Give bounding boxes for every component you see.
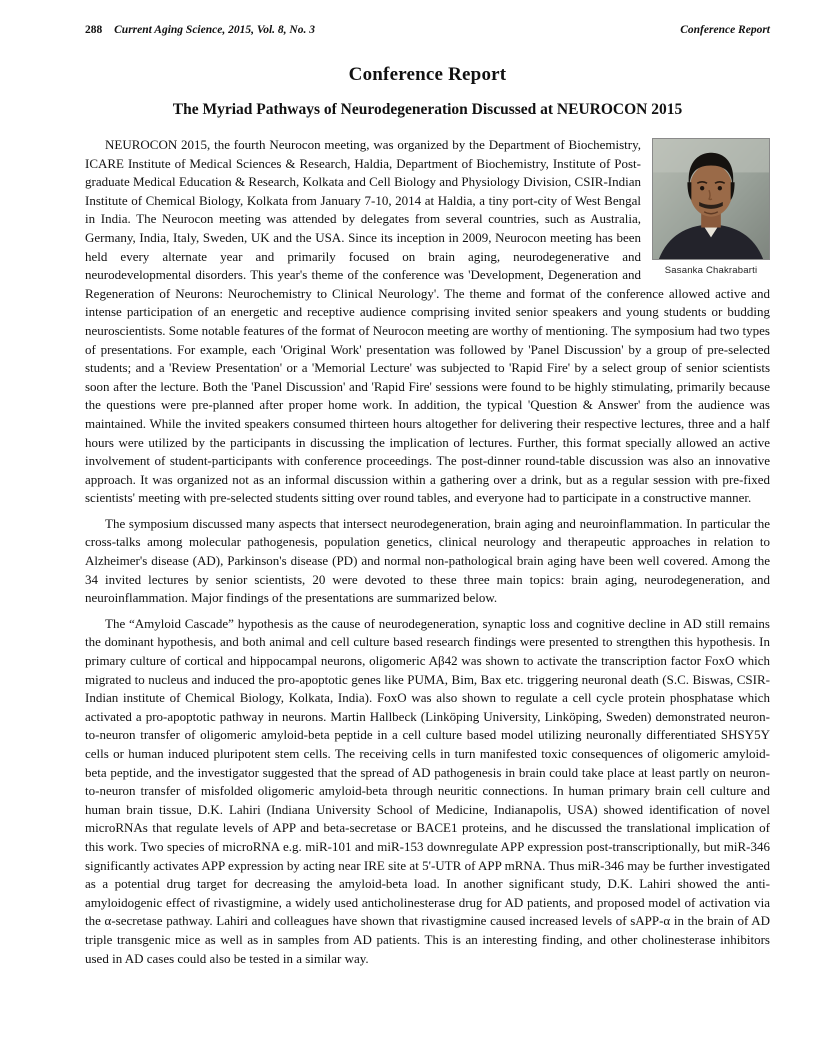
article-type-label: Conference Report [680,24,770,36]
paragraph-amyloid-cascade: The “Amyloid Cascade” hypothesis as the cause of neurodegeneration, synaptic loss and cognitive decline in AD still remains the dominant hypothesis, and both animal and cell culture based research findings were presented to strengthen this hypothesis. In primary culture of cortical and hippocampal neurons, oligomeric Aβ42 was shown to activate the transcription factor FoxO which migrated to nucleus and induced the pro-apoptotic genes like PUMA, Bim, Bax etc. triggering neuronal death (S.C. Biswas, CSIR-Indian institute of Chemical Biology, Kolkata, India). FoxO was also shown to regulate a cell cycle protein phosphatase which activated a pro-apoptotic pathway in neurons. Martin Hallbeck (Linköping University, Linköping, Sweden) demonstrated neuron-to-neuron transfer of oligomeric amyloid-beta peptide in a cell culture based model utilizing neuronally differentiated SHSY5Y cells or human induced pluripotent stem cells. The receiving cells in turn manifested toxic consequences of oligomeric amyloid-beta peptide, and the investigator suggested that the spread of AD pathogenesis in brain could take place at least partly on neuron-to-neuron transfer of misfolded oligomeric amyloid-beta through neuritic connections. In human primary brain cell culture and human brain tissue, D.K. Lahiri (Indiana University School of Medicine, Indianapolis, USA) showed identification of novel microRNAs that regulate levels of APP and beta-secretase or BACE1 proteins, and he discussed the translational implication of this work. Two species of microRNA e.g. miR-101 and miR-153 downregulate APP expression post-transcriptionally, but miR-346 significantly activates APP expression by acting near IRE site at 5'-UTR of APP mRNA. Thus miR-346 may be further investigated as a potential drug target for decreasing the amyloid-beta load. In another significant study, D.K. Lahiri showed the anti-amyloidogenic effect of rivastigmine, a widely used anticholinesterase drug for AD patients, and proposed model of activation via the α-secretase pathway. Lahiri and colleagues have shown that rivastigmine caused increased levels of sAPP-α in the brain of AD triple transgenic mice as well as in samples from AD patients. This is an interesting finding, and other cholinesterase inhibitors used in AD cases could also be tested in a similar way. [85,615,770,966]
journal-title: Current Aging Science, 2015, Vol. 8, No. 3 [114,24,315,36]
author-photo [652,138,770,260]
article-body [85,136,770,968]
journal-info [85,24,315,36]
section-title: Conference Report [348,64,507,85]
paragraph-symposium-overview: The symposium discussed many aspects that intersect neurodegeneration, brain aging and neuroinflammation. In particular the cross-talks among molecular pathogenesis, population genetics, clinical neurology and therapeutic approaches in relation to Alzheimer's disease (AD), Parkinson's disease (PD) and normal non-pathological brain aging have been well covered. Among the 34 invited lectures by senior scientists, 20 were devoted to these three main topics: brain aging, neurodegeneration, and neuroinflammation. Major findings of the presentations are summarized below. [85,515,770,606]
paragraph-intro: NEUROCON 2015, the fourth Neurocon meeting, was organized by the Department of Biochemistry, ICARE Institute of Medical Sciences & Research, Haldia, Department of Biochemistry, Institute of Post-graduate Medical Education & Research, Kolkata and Cell Biology and Physiology Division, CSIR-Indian Institute of Chemical Biology, Kolkata from January 7-10, 2014 at Haldia, a tiny port-city of West Bengal in India. The Neurocon meeting was attended by delegates from several countries, such as Australia, Germany, India, Italy, Sweden, UK and the USA. Since its inception in 2009, Neurocon meeting has been held every alternate year and primarily focused on brain aging, neurodegenerative and neurodevelopmental disorders. This year's theme of the conference was 'Development, Degeneration and Regeneration of Neurons: Neurochemistry to Clinical Neurology'. The theme and format of the conference allowed active and intense participation of an energetic and receptive audience comprising invited senior speakers and young students or budding neuroscientists. Some notable features of the format of Neurocon meeting are worthy of mentioning. The symposium had two types of presentations. For example, each 'Original Work' presentation was followed by 'Panel Discussion' by a group of pre-selected students; and a 'Review Presentation' or a 'Memorial Lecture' was subjected to 'Rapid Fire' by a select group of senior scientists soon after the lecture. Both the 'Panel Discussion' and 'Rapid Fire' sessions were found to be highly stimulating, primarily because the questions were pre-planned after proper home work. In addition, the typical 'Question & Answer' from the audience was maintained. While the invited speakers consumed thirteen hours altogether for delivering their respective lectures, three and a half hours were utilized by the participants in discussing the implication of lectures. Further, this format specially allowed an active involvement of student-participants with conference proceedings. The post-dinner round-table discussion was also an innovative approach. It was organized not as an informal discussion within a gathering over a drink, but as a regular session with pre-fixed scientists' meeting with pre-selected students sitting over round tables, and everyone had to participate in a constructive manner. [85,137,770,506]
article-title: The Myriad Pathways of Neurodegeneration Discussed at NEUROCON 2015 [172,101,683,118]
photo-caption: Sasanka Chakrabarti [664,265,758,276]
author-photo-figure [652,138,770,281]
running-head [85,24,770,36]
portrait-illustration [653,139,769,259]
page-number: 288 [85,24,103,36]
